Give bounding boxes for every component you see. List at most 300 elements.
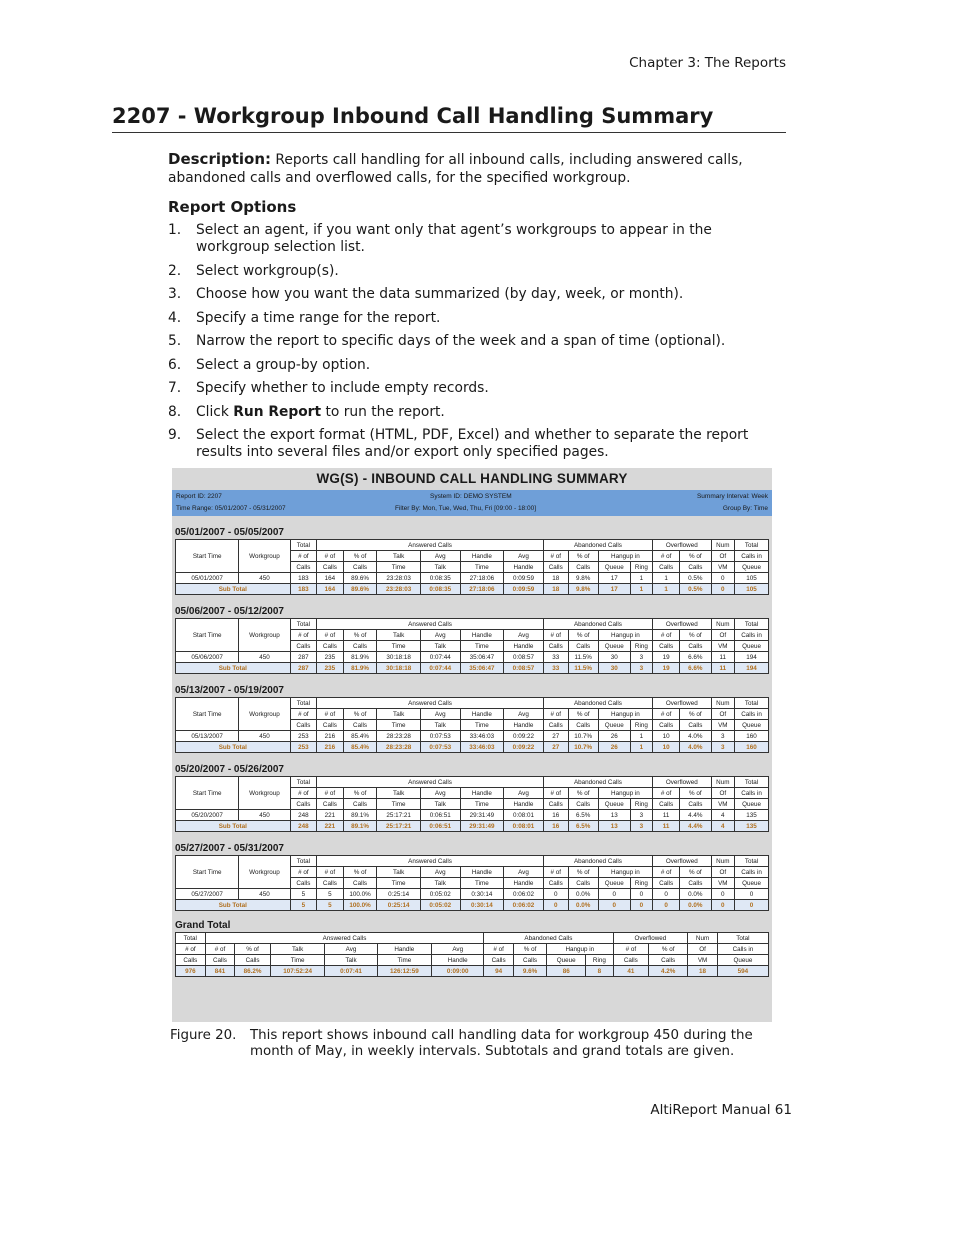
table-cell: 450	[239, 573, 290, 584]
table-cell: 1	[630, 742, 652, 753]
table-cell: Talk	[420, 878, 460, 889]
table-cell: 9.8%	[568, 584, 598, 595]
table-cell: 8	[586, 966, 613, 977]
table-cell: 1	[630, 731, 652, 742]
table-cell: 11	[653, 810, 680, 821]
table-cell: Calls	[317, 641, 344, 652]
table-cell: # of	[317, 551, 344, 562]
table-cell: Total	[290, 777, 317, 788]
table-cell: 89.6%	[343, 573, 377, 584]
table-cell: Handle	[504, 641, 544, 652]
table-cell: 3	[711, 731, 735, 742]
table-cell: 11	[711, 652, 735, 663]
table-cell: 164	[317, 573, 344, 584]
table-cell: 450	[239, 810, 290, 821]
table-cell: 05/27/2007	[176, 889, 239, 900]
table-cell: 0:07:53	[420, 731, 460, 742]
table-cell: Calls	[343, 799, 377, 810]
table-cell: # of	[543, 788, 568, 799]
system-id: System ID: DEMO SYSTEM	[430, 493, 512, 500]
table-cell: Num	[711, 777, 735, 788]
table-cell: Calls	[568, 799, 598, 810]
table-cell: Calls	[317, 878, 344, 889]
table-row	[176, 889, 769, 900]
table-cell: 0:08:01	[504, 821, 544, 832]
table-cell: Num	[711, 540, 735, 551]
table-cell: Talk	[377, 630, 420, 641]
table-cell: 0	[653, 900, 680, 911]
description	[168, 150, 788, 187]
table-cell: Ring	[630, 720, 652, 731]
table-cell: 3	[711, 742, 735, 753]
table-cell: 13	[598, 821, 630, 832]
table-cell: 16	[543, 821, 568, 832]
table-cell: # of	[613, 944, 649, 955]
table-cell: Handle	[460, 867, 503, 878]
table-cell: 0:09:00	[432, 966, 484, 977]
table-cell: Avg	[420, 551, 460, 562]
table-cell: Answered Calls	[317, 698, 544, 709]
table-cell: 18	[688, 966, 718, 977]
table-cell: Talk	[420, 799, 460, 810]
table-cell: Calls	[568, 878, 598, 889]
table-cell: 94	[484, 966, 514, 977]
table-cell: Handle	[504, 562, 544, 573]
table-cell: 0:07:53	[420, 742, 460, 753]
table-cell: 0:08:35	[420, 573, 460, 584]
table-cell: 33	[543, 652, 568, 663]
table-cell: 35:06:47	[460, 663, 503, 674]
table-cell: 450	[239, 731, 290, 742]
table-cell: 0.5%	[680, 584, 711, 595]
table-cell: Num	[688, 933, 718, 944]
table-cell: % of	[680, 709, 711, 720]
table-cell: % of	[343, 788, 377, 799]
table-cell: 3	[630, 810, 652, 821]
table-cell: Avg	[504, 788, 544, 799]
table-cell: Start Time	[176, 698, 239, 731]
table-cell: # of	[653, 709, 680, 720]
report-body	[172, 526, 772, 977]
table-cell: 976	[176, 966, 206, 977]
table-cell: 05/13/2007	[176, 731, 239, 742]
week-range-label: 05/01/2007 - 05/05/2007	[175, 527, 284, 538]
list-item: 2. Select workgroup(s).	[168, 262, 339, 279]
table-cell: 28:23:28	[377, 742, 420, 753]
table-cell: Time	[377, 878, 420, 889]
figure-caption	[170, 1028, 790, 1060]
table-cell: Queue	[598, 562, 630, 573]
table-cell: 135	[735, 821, 769, 832]
table-cell: Workgroup	[239, 540, 290, 573]
table-cell: % of	[649, 944, 688, 955]
table-cell: Abandoned Calls	[484, 933, 613, 944]
page-footer: AltiReport Manual 61	[650, 1102, 792, 1118]
table-cell: Sub Total	[176, 584, 291, 595]
table-cell: Hangup in	[598, 788, 652, 799]
table-cell: Abandoned Calls	[543, 698, 652, 709]
table-cell: 89.1%	[343, 821, 377, 832]
table-cell: 253	[290, 731, 317, 742]
table-cell: Calls	[680, 799, 711, 810]
week-range-label: 05/13/2007 - 05/19/2007	[175, 685, 284, 696]
table-cell: # of	[290, 867, 317, 878]
table-cell: Time	[377, 641, 420, 652]
table-cell: Handle	[460, 630, 503, 641]
table-cell: % of	[343, 630, 377, 641]
table-cell: # of	[543, 709, 568, 720]
grand-total-row	[176, 966, 769, 977]
table-cell: 3	[630, 821, 652, 832]
table-cell: 100.0%	[343, 889, 377, 900]
table-cell: Talk	[377, 551, 420, 562]
report-options-heading: Report Options	[168, 198, 297, 216]
table-cell: 89.1%	[343, 810, 377, 821]
table-cell: 17	[598, 584, 630, 595]
table-cell: 16	[543, 810, 568, 821]
table-cell: 0	[735, 889, 769, 900]
table-cell: 5	[317, 900, 344, 911]
table-cell: Of	[711, 551, 735, 562]
table-cell: 27:18:06	[460, 573, 503, 584]
table-cell: 0:05:02	[420, 889, 460, 900]
table-cell: Handle	[460, 709, 503, 720]
table-cell: 0:25:14	[377, 900, 420, 911]
table-cell: Num	[711, 856, 735, 867]
table-cell: 0:07:44	[420, 652, 460, 663]
table-cell: Calls	[317, 562, 344, 573]
summary-interval: Summary Interval: Week	[696, 493, 768, 500]
table-cell: 3	[630, 652, 652, 663]
table-cell: 0:07:44	[420, 663, 460, 674]
figure-label: Figure 20.	[170, 1028, 237, 1043]
table-cell: 89.6%	[343, 584, 377, 595]
table-cell: Total	[717, 933, 768, 944]
table-cell: # of	[290, 709, 317, 720]
table-cell: 10	[653, 742, 680, 753]
table-cell: Time	[377, 799, 420, 810]
table-cell: Queue	[547, 955, 586, 966]
table-cell: 05/06/2007	[176, 652, 239, 663]
table-cell: Calls in	[735, 709, 769, 720]
table-cell: 0:08:35	[420, 584, 460, 595]
table-cell: Overflowed	[653, 540, 711, 551]
table-cell: 6.5%	[568, 821, 598, 832]
table-cell: 221	[317, 810, 344, 821]
table-cell: 0.0%	[680, 900, 711, 911]
table-cell: 235	[317, 652, 344, 663]
table-cell: 29:31:49	[460, 821, 503, 832]
table-cell: 4.2%	[649, 966, 688, 977]
table-cell: 81.9%	[343, 663, 377, 674]
table-cell: Of	[711, 788, 735, 799]
table-cell: # of	[317, 788, 344, 799]
table-cell: % of	[680, 630, 711, 641]
report-title: WG(S) - INBOUND CALL HANDLING SUMMARY	[316, 471, 628, 486]
table-cell: 6.6%	[680, 652, 711, 663]
table-cell: 25:17:21	[377, 810, 420, 821]
table-cell: Calls	[290, 562, 317, 573]
table-cell: Calls	[568, 720, 598, 731]
table-cell: Avg	[325, 944, 377, 955]
table-cell: 0.5%	[680, 573, 711, 584]
table-cell: Workgroup	[239, 777, 290, 810]
table-cell: Total	[735, 856, 769, 867]
table-cell: Handle	[432, 955, 484, 966]
table-cell: 105	[735, 584, 769, 595]
table-cell: 4.4%	[680, 821, 711, 832]
table-cell: Sub Total	[176, 821, 291, 832]
table-cell: % of	[680, 551, 711, 562]
table-cell: 253	[290, 742, 317, 753]
table-cell: 0:06:02	[504, 889, 544, 900]
table-cell: Answered Calls	[317, 540, 544, 551]
table-cell: # of	[290, 788, 317, 799]
grand-total-table	[175, 932, 769, 977]
table-cell: Sub Total	[176, 742, 291, 753]
table-cell: Talk	[420, 562, 460, 573]
table-cell: 0:08:57	[504, 652, 544, 663]
table-cell: 0	[543, 900, 568, 911]
table-cell: 0	[543, 889, 568, 900]
table-cell: Of	[711, 867, 735, 878]
table-cell: % of	[680, 867, 711, 878]
table-cell: 35:06:47	[460, 652, 503, 663]
table-cell: Time	[377, 562, 420, 573]
table-cell: 33	[543, 663, 568, 674]
list-item: 7. Specify whether to include empty records.	[168, 380, 489, 396]
description-label: Description:	[168, 150, 272, 168]
table-cell: Calls	[543, 799, 568, 810]
table-cell: Hangup in	[598, 867, 652, 878]
table-cell: Answered Calls	[317, 777, 544, 788]
table-cell: 594	[717, 966, 768, 977]
table-cell: 11	[653, 821, 680, 832]
table-cell: 183	[290, 573, 317, 584]
table-cell: Calls	[653, 799, 680, 810]
table-cell: 30	[598, 652, 630, 663]
table-cell: 4.0%	[680, 731, 711, 742]
table-cell: Handle	[504, 720, 544, 731]
table-cell: # of	[484, 944, 514, 955]
table-cell: Workgroup	[239, 856, 290, 889]
table-cell: Calls	[343, 562, 377, 573]
table-cell: Start Time	[176, 777, 239, 810]
table-cell: Start Time	[176, 540, 239, 573]
table-cell: 100.0%	[343, 900, 377, 911]
table-cell: Time	[377, 955, 432, 966]
table-cell: Sub Total	[176, 663, 291, 674]
table-cell: 0	[711, 889, 735, 900]
table-cell: 1	[630, 573, 652, 584]
table-cell: 0	[653, 889, 680, 900]
table-cell: 29:31:49	[460, 810, 503, 821]
table-cell: Time	[460, 720, 503, 731]
table-cell: 9.6%	[513, 966, 546, 977]
table-cell: Calls	[176, 955, 206, 966]
table-cell: Num	[711, 619, 735, 630]
table-cell: 0:30:14	[460, 889, 503, 900]
table-row	[176, 731, 769, 742]
table-cell: Calls in	[735, 630, 769, 641]
table-cell: Overflowed	[653, 619, 711, 630]
sub-total-row	[176, 742, 769, 753]
table-cell: VM	[688, 955, 718, 966]
table-cell: 0	[630, 889, 652, 900]
table-cell: Calls	[680, 720, 711, 731]
table-cell: 5	[290, 889, 317, 900]
table-cell: 216	[317, 742, 344, 753]
table-cell: 194	[735, 663, 769, 674]
table-cell: Queue	[735, 720, 769, 731]
section-title: 2207 - Workgroup Inbound Call Handling Summary	[112, 104, 786, 133]
table-cell: 23:28:03	[377, 584, 420, 595]
table-cell: Queue	[735, 799, 769, 810]
list-item: 8. Click Run Report to run the report.	[168, 403, 445, 420]
table-cell: 183	[290, 584, 317, 595]
table-cell: 0	[630, 900, 652, 911]
table-cell: 4	[711, 821, 735, 832]
table-cell: Time	[460, 799, 503, 810]
table-cell: Calls	[343, 720, 377, 731]
table-cell: 160	[735, 731, 769, 742]
table-cell: 86.2%	[235, 966, 271, 977]
table-cell: Calls	[568, 641, 598, 652]
table-cell: Total	[290, 619, 317, 630]
table-cell: % of	[513, 944, 546, 955]
table-cell: Sub Total	[176, 900, 291, 911]
table-cell: Talk	[270, 944, 325, 955]
table-cell: 0:25:14	[377, 889, 420, 900]
table-cell: Calls	[484, 955, 514, 966]
table-cell: % of	[568, 788, 598, 799]
table-cell: Calls in	[735, 788, 769, 799]
table-cell: 33:46:03	[460, 742, 503, 753]
table-cell: Avg	[504, 867, 544, 878]
table-cell: 0	[598, 900, 630, 911]
list-item: 5. Narrow the report to specific days of the week and a span of time (optional).	[168, 333, 726, 349]
sub-total-row	[176, 900, 769, 911]
table-cell: VM	[711, 641, 735, 652]
table-cell: # of	[543, 867, 568, 878]
table-cell: 221	[317, 821, 344, 832]
table-cell: 164	[317, 584, 344, 595]
table-cell: Calls	[513, 955, 546, 966]
table-cell: Avg	[504, 709, 544, 720]
week-table	[175, 539, 769, 595]
table-cell: Calls in	[717, 944, 768, 955]
table-cell: # of	[653, 551, 680, 562]
table-cell: 107:52:24	[270, 966, 325, 977]
table-cell: Overflowed	[653, 777, 711, 788]
table-cell: Hangup in	[547, 944, 613, 955]
chapter-header: Chapter 3: The Reports	[629, 55, 786, 71]
table-cell: Calls	[653, 562, 680, 573]
table-cell: Total	[290, 698, 317, 709]
table-cell: % of	[343, 709, 377, 720]
table-cell: Calls	[680, 562, 711, 573]
table-cell: 10.7%	[568, 731, 598, 742]
table-cell: 160	[735, 742, 769, 753]
table-cell: Ring	[586, 955, 613, 966]
table-cell: % of	[235, 944, 271, 955]
table-cell: Abandoned Calls	[543, 777, 652, 788]
table-cell: 26	[598, 731, 630, 742]
table-cell: 11.5%	[568, 663, 598, 674]
table-cell: 841	[205, 966, 235, 977]
table-cell: Talk	[420, 641, 460, 652]
week-range-label: 05/20/2007 - 05/26/2007	[175, 764, 284, 775]
table-cell: 0.0%	[680, 889, 711, 900]
table-cell: 10.7%	[568, 742, 598, 753]
table-cell: % of	[568, 630, 598, 641]
table-cell: 105	[735, 573, 769, 584]
table-cell: Of	[711, 709, 735, 720]
table-cell: Workgroup	[239, 698, 290, 731]
table-cell: 27	[543, 742, 568, 753]
table-cell: Talk	[377, 788, 420, 799]
table-cell: Handle	[460, 551, 503, 562]
sub-total-row	[176, 584, 769, 595]
table-cell: Workgroup	[239, 619, 290, 652]
table-cell: Queue	[735, 878, 769, 889]
table-cell: Of	[688, 944, 718, 955]
filter-by: Filter By: Mon, Tue, Wed, Thu, Fri [09:00 - 18:00]	[395, 505, 537, 512]
table-cell: 85.4%	[343, 742, 377, 753]
table-cell: Hangup in	[598, 630, 652, 641]
table-cell: Time	[460, 641, 503, 652]
table-cell: Calls	[653, 641, 680, 652]
table-cell: # of	[176, 944, 206, 955]
report-header-band	[172, 490, 772, 516]
table-cell: 4	[711, 810, 735, 821]
table-cell: 27:18:06	[460, 584, 503, 595]
table-cell: Calls	[653, 720, 680, 731]
table-cell: Avg	[504, 551, 544, 562]
table-cell: Handle	[377, 944, 432, 955]
week-range-label: 05/06/2007 - 05/12/2007	[175, 606, 284, 617]
table-cell: 23:28:03	[377, 573, 420, 584]
table-cell: Queue	[598, 799, 630, 810]
table-cell: Total	[290, 540, 317, 551]
table-cell: 5	[317, 889, 344, 900]
table-cell: 248	[290, 821, 317, 832]
week-range-label: 05/27/2007 - 05/31/2007	[175, 843, 284, 854]
table-cell: Time	[460, 878, 503, 889]
table-cell: 1	[653, 584, 680, 595]
table-cell: Abandoned Calls	[543, 540, 652, 551]
table-cell: Num	[711, 698, 735, 709]
table-cell: 0:06:51	[420, 810, 460, 821]
table-cell: 194	[735, 652, 769, 663]
table-cell: Avg	[432, 944, 484, 955]
table-cell: Calls	[290, 799, 317, 810]
table-cell: Handle	[504, 878, 544, 889]
table-cell: 0	[711, 900, 735, 911]
table-cell: 26	[598, 742, 630, 753]
figure-caption-text: This report shows inbound call handling data for workgroup 450 during the month of May, in weekly intervals. Subtotals and grand totals are given.	[250, 1028, 753, 1059]
description-text: Reports call handling for all inbound calls, including answered calls, abandoned calls and overflowed calls, for the specified workgroup.	[168, 152, 743, 186]
table-cell: Queue	[598, 641, 630, 652]
table-cell: Answered Calls	[317, 619, 544, 630]
table-cell: Ring	[630, 641, 652, 652]
table-cell: 0.0%	[568, 900, 598, 911]
table-cell: Time	[377, 720, 420, 731]
table-cell: 135	[735, 810, 769, 821]
table-cell: Answered Calls	[205, 933, 484, 944]
sub-total-row	[176, 663, 769, 674]
table-cell: Queue	[717, 955, 768, 966]
